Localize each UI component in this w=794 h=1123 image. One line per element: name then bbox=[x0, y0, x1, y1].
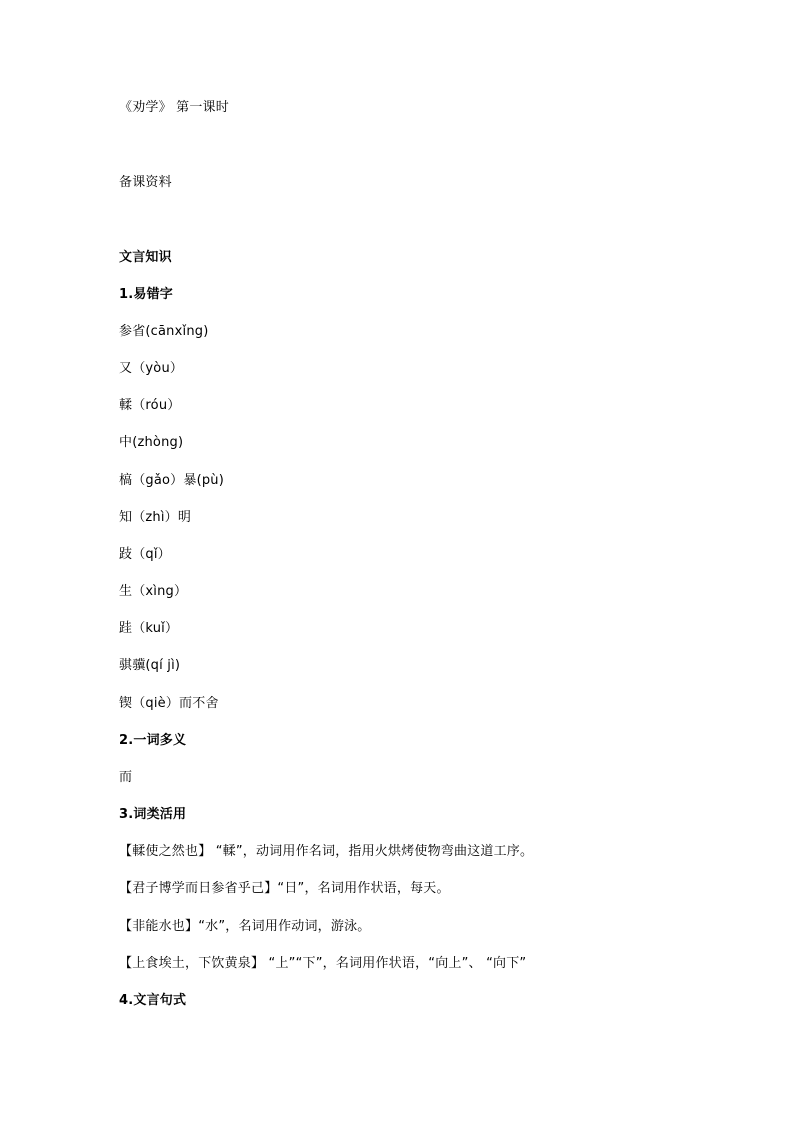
section-heading: 文言知识 bbox=[119, 250, 172, 265]
list-item: 槁（gǎo）暴(pù) bbox=[119, 473, 225, 488]
list-item: 参省(cānxǐng) bbox=[119, 324, 209, 339]
list-item: 跬（kuǐ） bbox=[119, 621, 179, 636]
list-item: 輮（róu） bbox=[119, 398, 181, 413]
document-subtitle: 备课资料 bbox=[119, 175, 172, 190]
list-item: 【君子博学而日参省乎己】“日”，名词用作状语，每天。 bbox=[119, 881, 450, 896]
list-item: 生（xìng） bbox=[119, 584, 188, 599]
subheading-word-class: 3.词类活用 bbox=[119, 807, 187, 822]
list-item: 骐骥(qí jì) bbox=[119, 658, 181, 673]
list-item: 跂（qǐ） bbox=[119, 547, 171, 562]
list-item: 【非能水也】“水”，名词用作动词，游泳。 bbox=[119, 919, 371, 934]
list-item: 而 bbox=[119, 770, 133, 785]
list-item: 知（zhì）明 bbox=[119, 510, 192, 525]
subheading-typos: 1.易错字 bbox=[119, 287, 173, 302]
list-item: 锲（qiè）而不舍 bbox=[119, 696, 219, 711]
list-item: 又（yòu） bbox=[119, 361, 184, 376]
list-item: 【上食埃土，下饮黄泉】 “上”“下”，名词用作状语，“向上”、 “向下” bbox=[119, 956, 527, 971]
list-item: 【輮使之然也】 “輮”，动词用作名词，指用火烘烤使物弯曲这道工序。 bbox=[119, 844, 534, 859]
subheading-polysemy: 2.一词多义 bbox=[119, 733, 187, 748]
list-item: 中(zhòng) bbox=[119, 435, 184, 450]
subheading-sentence-patterns: 4.文言句式 bbox=[119, 993, 187, 1008]
document-title: 《劝学》 第一课时 bbox=[119, 100, 229, 115]
